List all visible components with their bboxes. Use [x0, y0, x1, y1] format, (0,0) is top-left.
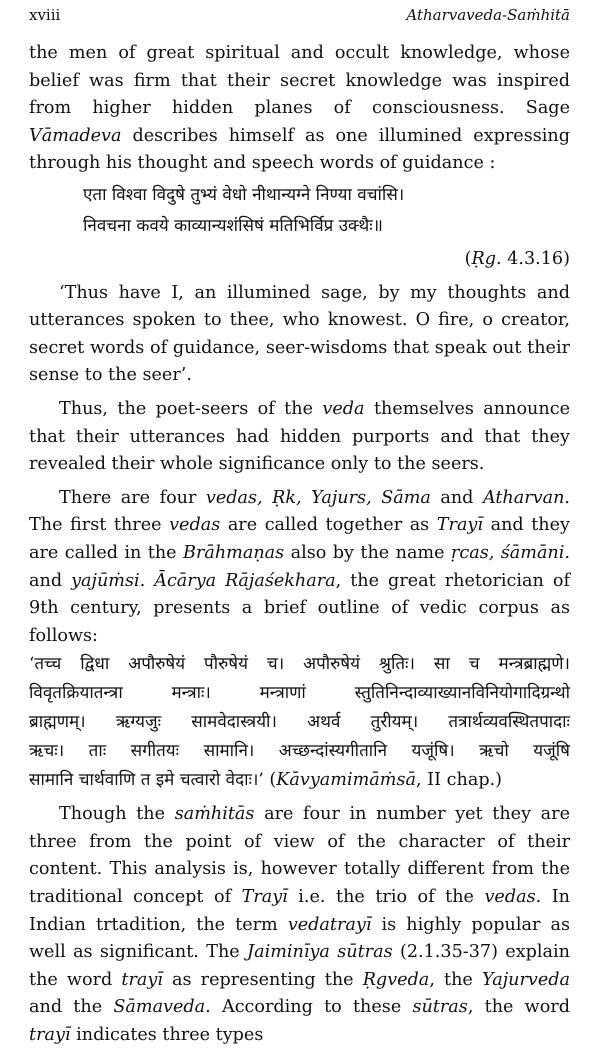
paragraph-text: themselves announce that their utterances had hidden purports and that they revealed their whole significance only to the seers. — [29, 398, 570, 475]
paragraph-text: and — [29, 570, 72, 591]
paragraph-text: . In Indian trtadition, the term — [29, 887, 571, 935]
italic-term: vedatrayī — [287, 914, 372, 935]
italic-term: saṁhitās — [174, 804, 255, 825]
italic-term: veda — [322, 398, 365, 419]
paragraph: ‘Thus have I, an illumined sage, by my thoughts and utterances spoken to thee, who knowest. O fire, o creator, secret words of guidance, seer-wisdoms that speak out their sense to the seer’. — [29, 282, 570, 386]
paragraph — [29, 396, 570, 479]
paragraph-text: , the word — [467, 997, 570, 1018]
italic-term: Yajurveda — [481, 969, 570, 990]
paragraph-text: Thus, the poet-seers of the — [59, 398, 323, 419]
italic-term: Trayī — [436, 515, 483, 536]
italic-term: vedas — [484, 887, 536, 908]
italic-name: Vāmadeva — [29, 125, 122, 146]
italic-term: ṛcas, śāmāni. — [450, 542, 570, 563]
paragraph-text: (2.1.35-37) explain the word — [29, 942, 570, 990]
paragraph-text: indicates three types — [70, 1025, 264, 1046]
paragraph-text: . According to these — [205, 997, 413, 1018]
ref-italic: Ṛg. — [471, 248, 502, 269]
paragraph-text: , the great rhetorician of 9th century, presents a brief outline of vedic corpus as follows: — [29, 570, 570, 646]
paragraph-text: . The first three — [29, 487, 570, 536]
sanskrit-quote — [29, 650, 570, 795]
paragraph-text: are called together as — [220, 515, 437, 536]
italic-term: Sāmaveda — [113, 997, 206, 1018]
paragraph-text: and — [430, 487, 483, 508]
quote-line: विवृतक्रियातन्त्रा मन्त्राः। मन्त्राणां स्तुतिनिन्दाव्याख्यानविनियोगादिग्रन्थो — [29, 683, 570, 704]
citation-italic: Kāvyamimāṁsā — [276, 770, 416, 791]
paragraph-text: as representing the — [162, 969, 363, 990]
quote-line: ब्राह्मणम्। ऋग्यजुः सामवेदास्त्रयी। अथर्व तुरीयम्। तत्रार्थव्यवस्थितपादाः — [29, 712, 570, 733]
quote-text: सामानि चार्थवाणि त इमे चत्वारो वेदाः।’ — [29, 770, 264, 791]
verse-line: निवचना कवये काव्यान्यशंसिषं मतिभिर्विप्र उक्थैः॥ — [83, 215, 383, 236]
citation-text: ( — [263, 770, 277, 791]
verse-line: एता विश्वा विदुषे तुभ्यं वेधो नीथान्यग्ने निण्या वचांसि। — [83, 184, 405, 205]
paragraph-text: and they are called in the — [29, 515, 570, 563]
italic-term: Atharvan — [482, 487, 565, 508]
ref-text: ( — [464, 248, 472, 269]
quote-line: ऋचः। ताः सगीतयः सामानि। अच्छन्दांस्यगीतानि यजूंषि। ऋचो यजूंषि — [29, 741, 570, 762]
paragraph-text: and the — [29, 997, 114, 1018]
paragraph-text: is highly popular as well as significant. The — [29, 914, 570, 963]
paragraph-text: are four in number yet they are three from the point of view of the character of their content. This analysis is, however totally different from the traditional concept of — [29, 804, 570, 908]
verse-reference — [29, 246, 570, 274]
italic-term: Brāhmaṇas — [183, 542, 285, 563]
paragraph-text: the men of great spiritual and occult knowledge, whose belief was firm that their secret knowledge was inspired from higher hidden planes of consciousness. Sage — [29, 43, 570, 119]
italic-term: trayī — [121, 969, 163, 990]
italic-term: trayī — [29, 1025, 71, 1046]
paragraph-text: describes himself as one illumined expressing through his thought and speech words of guidance : — [29, 125, 570, 174]
italic-term: Ṛgveda — [362, 969, 430, 990]
paragraph-text: There are four — [59, 487, 206, 508]
paragraph — [29, 485, 570, 651]
italic-term: Trayī — [241, 887, 288, 908]
ref-text: 4.3.16) — [501, 248, 570, 269]
page-body — [29, 40, 570, 1050]
paragraph-text: also by the name — [284, 542, 451, 563]
paragraph — [29, 801, 570, 1049]
page-number: xviii — [29, 6, 61, 24]
sanskrit-verse — [29, 180, 570, 242]
paragraph-text: i.e. the trio of the — [287, 887, 485, 908]
italic-term: sūtras — [412, 997, 468, 1018]
italic-term: yajūṁsi. Ācārya Rājaśekhara — [71, 570, 336, 591]
paragraph-text: Though the — [59, 804, 175, 825]
italic-term: Jaiminīya sūtras — [247, 942, 393, 963]
italic-term: vedas, Ṛk, Yajurs, Sāma — [205, 487, 431, 508]
paragraph-text: , the — [429, 969, 482, 990]
quote-line: ‘तच्च द्विधा अपौरुषेयं पौरुषेयं च। अपौरुषेयं श्रुतिः। सा च मन्त्रब्राह्मणे। — [29, 654, 570, 675]
italic-term: vedas — [169, 515, 221, 536]
paragraph — [29, 40, 570, 178]
running-title: Atharvaveda-Saṁhitā — [406, 6, 570, 24]
quote-line — [29, 766, 570, 795]
page-header — [29, 0, 570, 40]
citation-text: , II chap.) — [415, 770, 503, 791]
